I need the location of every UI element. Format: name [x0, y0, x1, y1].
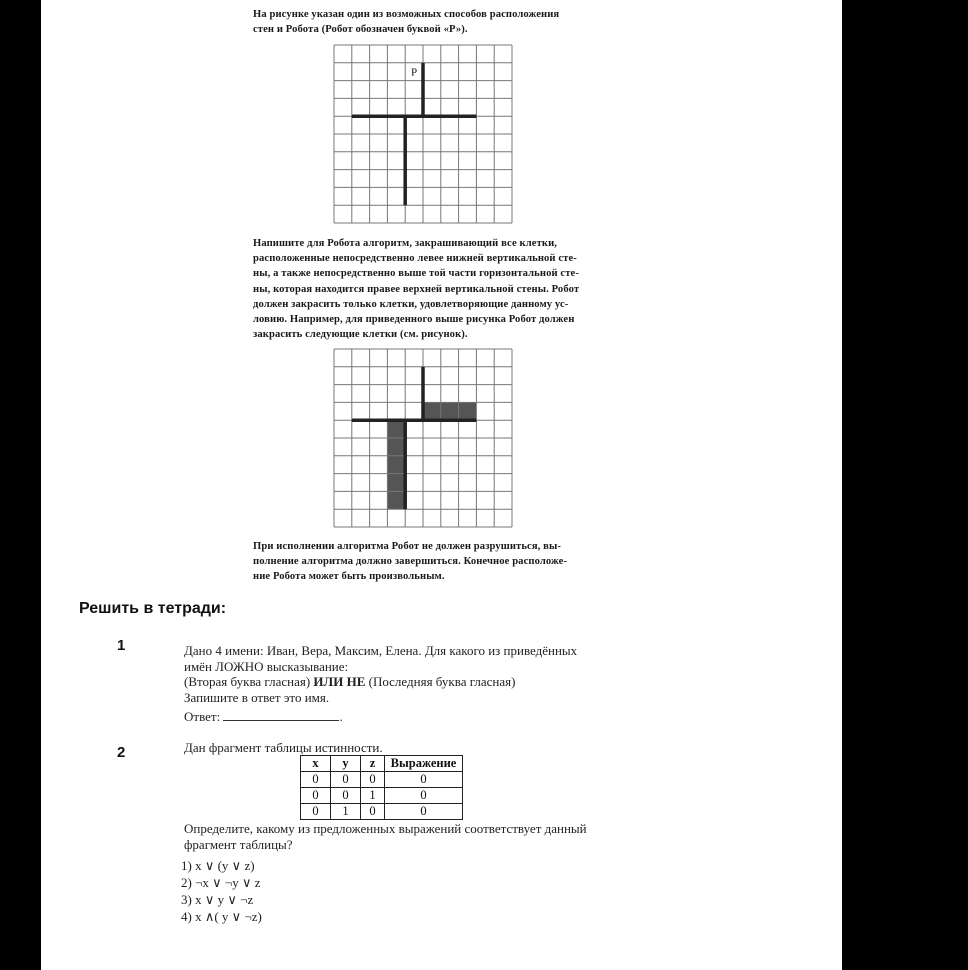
question-1-text — [184, 643, 577, 725]
scan-task-line: закрасить следующие клетки (см. рисунок). — [253, 329, 468, 341]
shaded-cell — [387, 438, 405, 456]
shaded-cell — [387, 420, 405, 438]
option-1[interactable]: 1) x ∨ (y ∨ z) — [181, 858, 255, 873]
option-2[interactable]: 2) ¬x ∨ ¬y ∨ z — [181, 875, 261, 890]
scan-task-line: ны, которая находится правее верхней вертикальной стены. Робот — [253, 283, 580, 295]
scan-intro-line: На рисунке указан один из возможных способов расположения — [253, 9, 560, 20]
q2-line: Определите, какому из предложенных выражений соответствует данный — [184, 821, 587, 836]
scan-outro — [253, 539, 567, 585]
scan-intro-line: стен и Робота (Робот обозначен буквой «Р»). — [253, 24, 468, 36]
table-row: 0 0 1 0 — [301, 788, 463, 804]
question-1-number: 1 — [117, 637, 126, 654]
option-4[interactable]: 4) x ∧( y ∨ ¬z) — [181, 909, 262, 924]
truth-table-header — [301, 756, 463, 772]
q1-condition: (Вторая буква гласная) ИЛИ НЕ (Последняя буква гласная) — [184, 674, 516, 689]
shaded-cell — [441, 402, 459, 420]
answer-field[interactable] — [223, 709, 339, 721]
header-y: y — [331, 756, 361, 772]
robot-label: Р — [411, 66, 418, 79]
q1-line: Запишите в ответ это имя. — [184, 689, 330, 705]
grid-svg-solution — [333, 348, 513, 530]
scan-task-line: ны, а также непосредственно выше той части горизонтальной сте- — [253, 268, 579, 280]
document-page — [41, 0, 842, 970]
shaded-cell — [387, 474, 405, 492]
q2-line: фрагмент таблицы? — [184, 836, 293, 852]
scan-outro-line: полнение алгоритма должно завершиться. Конечное расположе- — [253, 556, 568, 568]
scan-intro — [253, 7, 559, 37]
grid-svg-initial — [333, 44, 513, 226]
section-heading: Решить в тетради: — [79, 600, 227, 617]
option-3[interactable]: 3) x ∨ y ∨ ¬z — [181, 892, 254, 907]
q1-line: Дано 4 имени: Иван, Вера, Максим, Елена. Для какого из приведённых — [184, 643, 578, 658]
shaded-cell — [423, 402, 441, 420]
question-2-text — [184, 821, 587, 852]
header-x: x — [301, 756, 331, 772]
shaded-cell — [387, 491, 405, 509]
header-expression: Выражение — [385, 756, 463, 772]
shaded-cell — [387, 456, 405, 474]
scan-outro-line: При исполнении алгоритма Робот не должен разрушиться, вы- — [253, 541, 562, 552]
truth-table — [300, 755, 463, 820]
scan-task-line: расположенные непосредственно левее нижней вертикальной сте- — [253, 253, 577, 265]
q1-answer-row: Ответ: . — [184, 709, 343, 724]
table-row: 0 0 0 0 — [301, 772, 463, 788]
shaded-cell — [459, 402, 477, 420]
question-2-intro: Дан фрагмент таблицы истинности. — [184, 740, 383, 755]
table-row: 0 1 0 0 — [301, 804, 463, 820]
scan-outro-line: ние Робота может быть произвольным. — [253, 571, 445, 583]
answer-label: Ответ: — [184, 709, 221, 724]
question-2-number: 2 — [117, 744, 126, 761]
scan-task-line: ловию. Например, для приведенного выше рисунка Робот должен — [253, 314, 575, 326]
robot-grid-initial — [333, 44, 513, 231]
answer-options — [181, 857, 262, 925]
q1-operator: ИЛИ НЕ — [313, 674, 366, 689]
scan-task-line: должен закрасить только клетки, удовлетворяющие данному ус- — [253, 298, 569, 310]
header-z: z — [361, 756, 385, 772]
scan-task — [253, 236, 579, 342]
scan-task-line: Напишите для Робота алгоритм, закрашивающий все клетки, — [253, 238, 558, 249]
q1-line: имён ЛОЖНО высказывание: — [184, 658, 349, 674]
robot-grid-solution — [333, 348, 513, 535]
